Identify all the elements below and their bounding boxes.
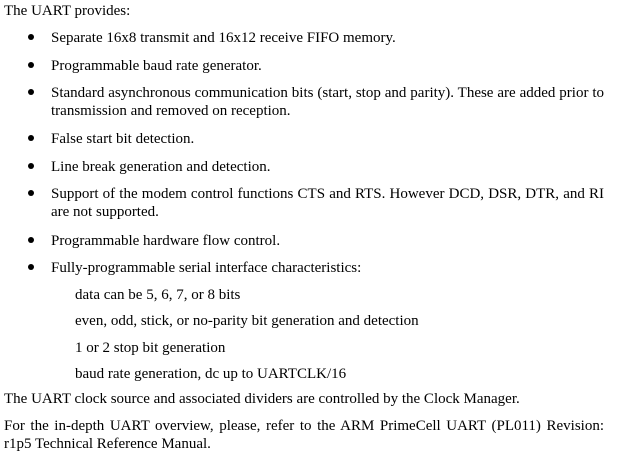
list-item-text: Line break generation and detection. xyxy=(51,159,271,175)
bullet-icon xyxy=(28,135,34,141)
list-item-text: Standard asynchronous communication bits (start, stop and parity). These are added prior to transmission and removed on reception. xyxy=(51,85,604,119)
bullet-icon xyxy=(28,264,34,270)
characteristic-item: data can be 5, 6, 7, or 8 bits xyxy=(75,287,241,303)
characteristic-item: even, odd, stick, or no-parity bit generation and detection xyxy=(75,313,419,329)
list-item-text: Support of the modem control functions CTS and RTS. However DCD, DSR, DTR, and RI are not supported. xyxy=(51,186,604,220)
bullet-icon xyxy=(28,62,34,68)
bullet-icon xyxy=(28,163,34,169)
characteristic-item: 1 or 2 stop bit generation xyxy=(75,340,226,356)
bullet-icon xyxy=(28,190,34,196)
reference-paragraph: For the in-depth UART overview, please, refer to the ARM PrimeCell UART (PL011) Revision: r1p5 Technical Reference Manual. xyxy=(4,418,604,452)
characteristic-item: baud rate generation, dc up to UARTCLK/16 xyxy=(75,366,347,382)
list-item-text: False start bit detection. xyxy=(51,131,195,147)
list-item-text: Fully-programmable serial interface characteristics: xyxy=(51,260,362,276)
bullet-icon xyxy=(28,89,34,95)
bullet-icon xyxy=(28,34,34,40)
list-item-text: Separate 16x8 transmit and 16x12 receive FIFO memory. xyxy=(51,30,396,46)
list-item-text: Programmable baud rate generator. xyxy=(51,58,262,74)
list-item-text: Programmable hardware flow control. xyxy=(51,233,281,249)
clock-note-paragraph: The UART clock source and associated dividers are controlled by the Clock Manager. xyxy=(4,391,520,407)
bullet-icon xyxy=(28,237,34,243)
intro-text: The UART provides: xyxy=(4,3,131,19)
